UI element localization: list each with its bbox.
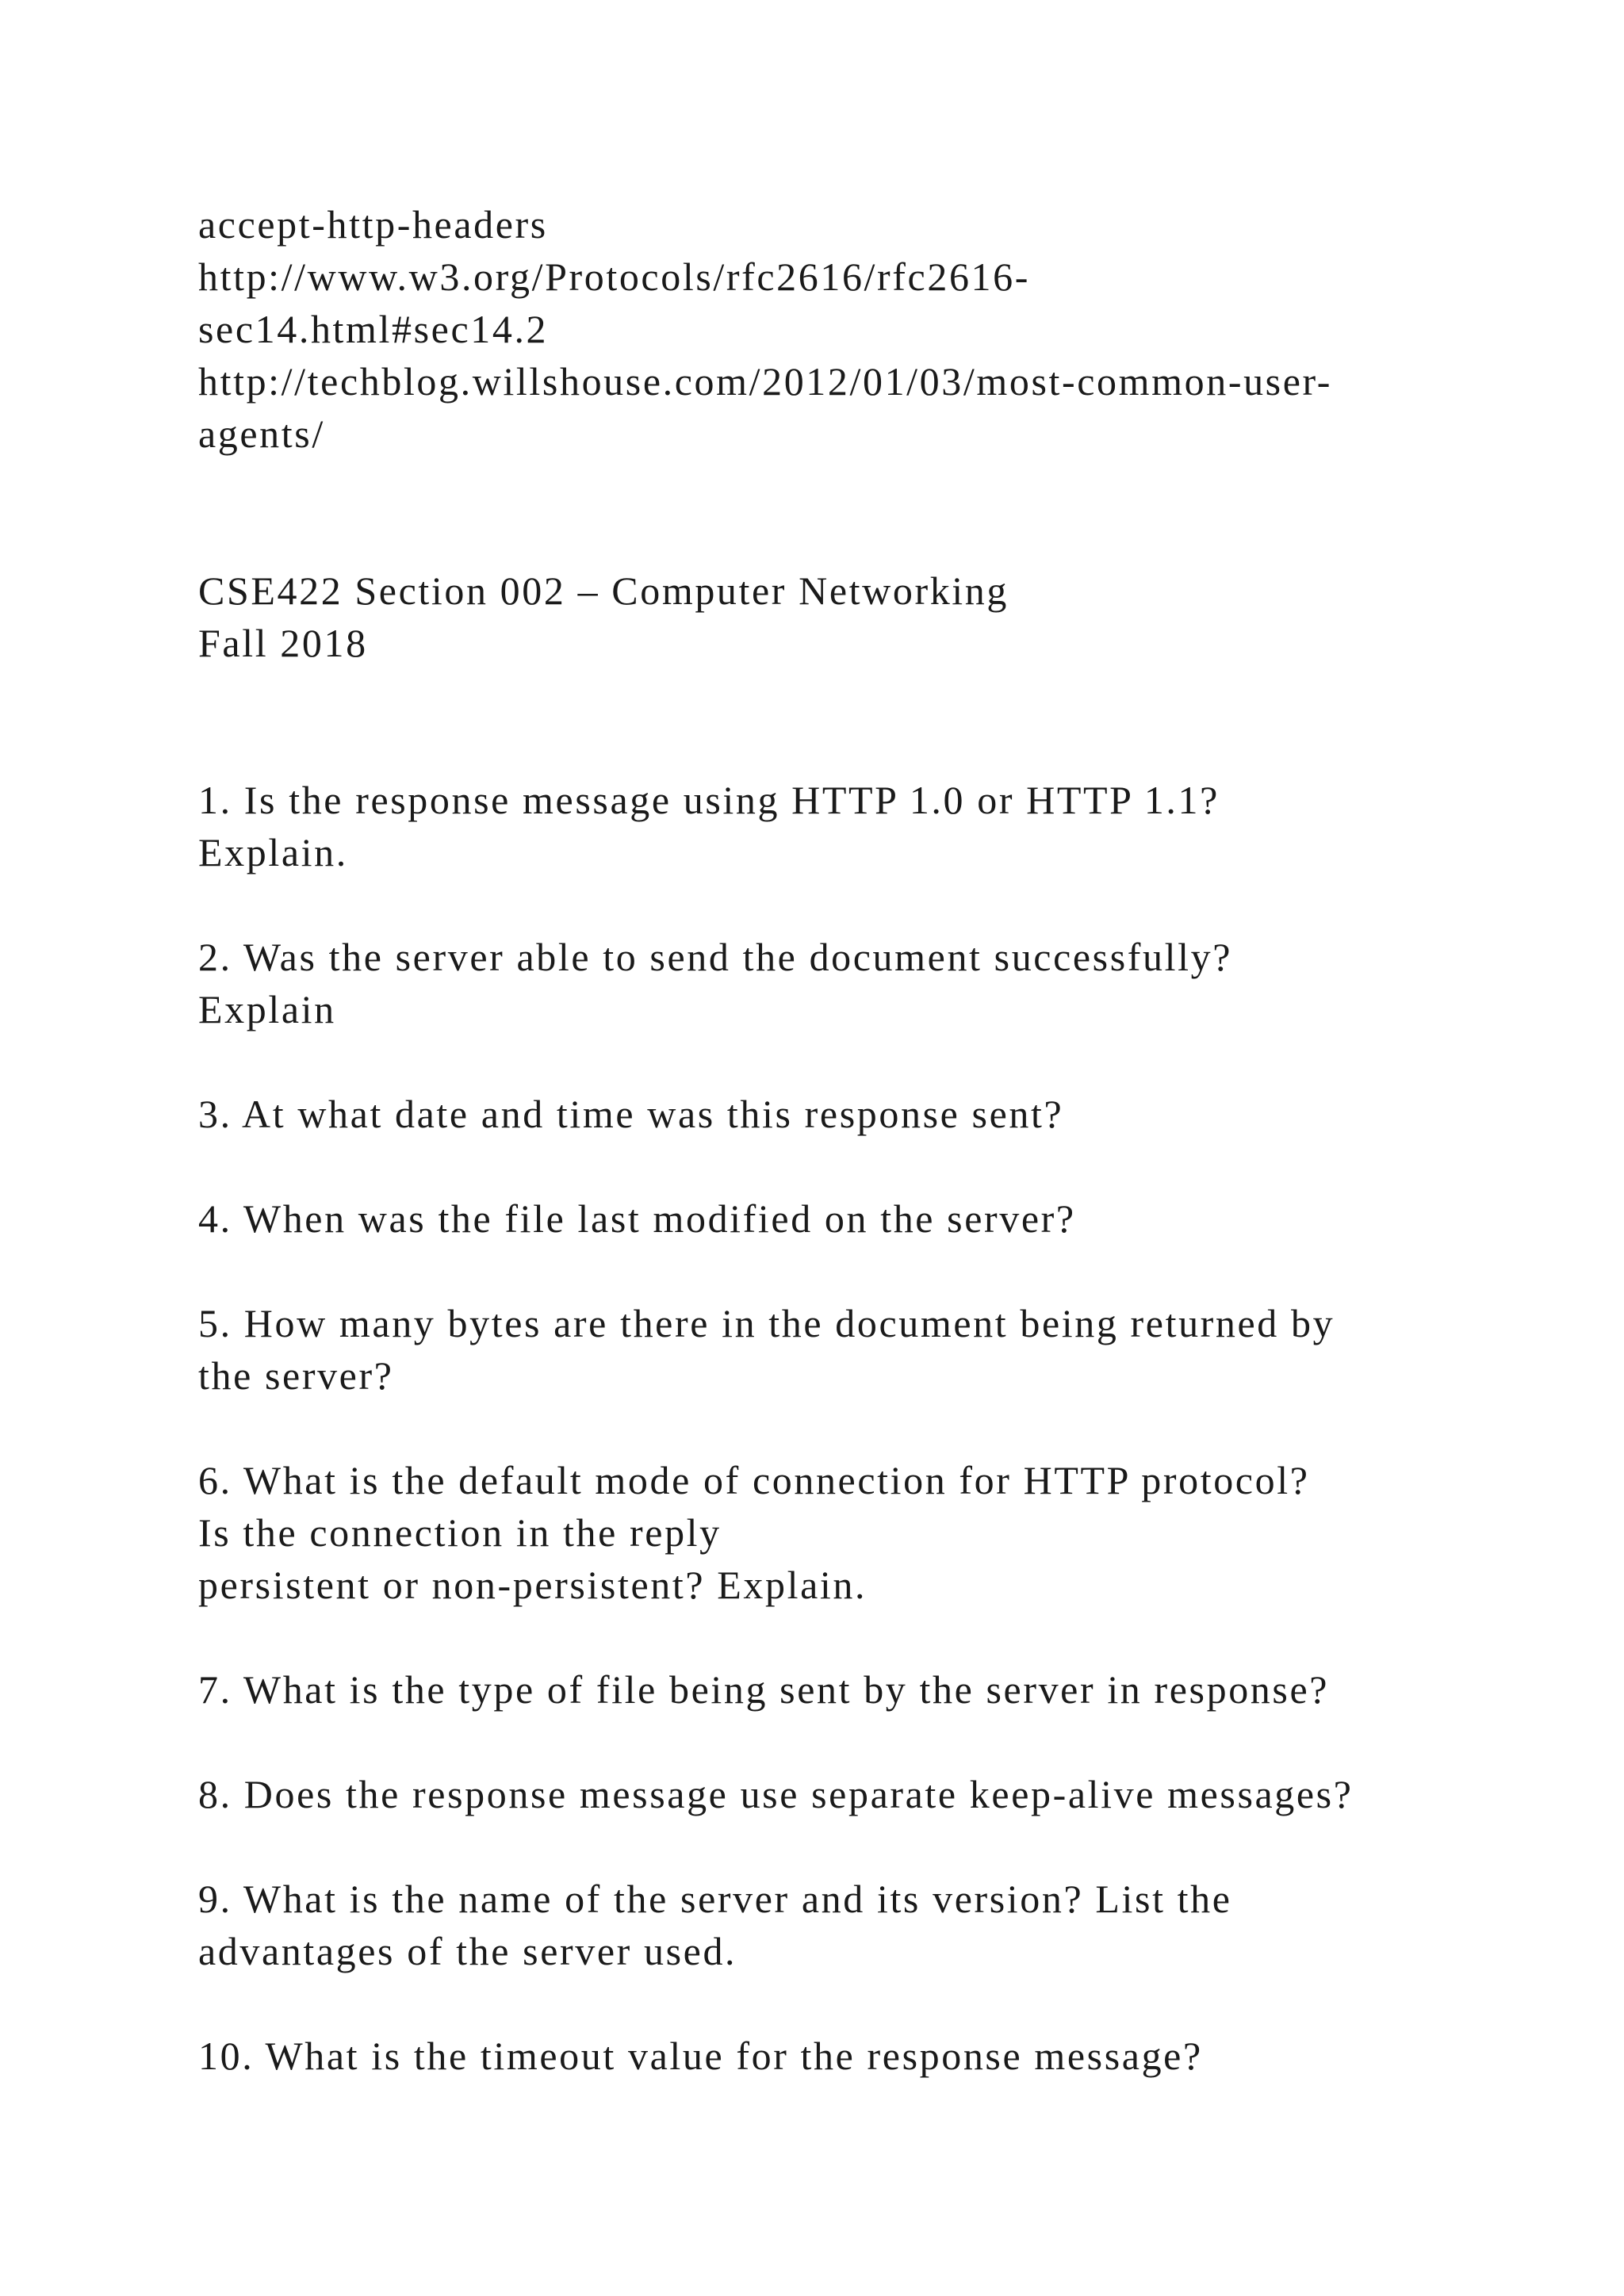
question-text: 6. What is the default mode of connection for HTTP protocol? — [198, 1458, 1310, 1502]
question-text: 4. When was the file last modified on the server? — [198, 1196, 1076, 1241]
question-text: 5. How many bytes are there in the document being returned by — [198, 1301, 1335, 1345]
course-term: Fall 2018 — [198, 621, 368, 665]
course-title: CSE422 Section 002 – Computer Networking — [198, 568, 1009, 613]
question-text: 1. Is the response message using HTTP 1.0 or HTTP 1.1? — [198, 778, 1220, 822]
question-text: 3. At what date and time was this response sent? — [198, 1092, 1064, 1136]
question-text: Explain. — [198, 830, 348, 874]
question-text: 10. What is the timeout value for the response message? — [198, 2034, 1203, 2078]
reference-line: sec14.html#sec14.2 — [198, 307, 549, 351]
reference-line: http://techblog.willshouse.com/2012/01/03/most-common-user- — [198, 359, 1333, 404]
question-text: 9. What is the name of the server and its version? List the — [198, 1877, 1232, 1921]
question-text: 8. Does the response message use separate keep-alive messages? — [198, 1772, 1354, 1816]
question-text: Explain — [198, 987, 336, 1031]
reference-line: accept-http-headers — [198, 202, 548, 247]
reference-line: http://www.w3.org/Protocols/rfc2616/rfc2616- — [198, 254, 1030, 299]
question-text: Is the connection in the reply — [198, 1510, 722, 1555]
question-text: persistent or non-persistent? Explain. — [198, 1563, 868, 1607]
question-text: advantages of the server used. — [198, 1929, 737, 1973]
question-text: 7. What is the type of file being sent by the server in response? — [198, 1667, 1330, 1712]
question-text: the server? — [198, 1353, 394, 1398]
question-text: 2. Was the server able to send the document successfully? — [198, 935, 1233, 979]
reference-line: agents/ — [198, 411, 325, 456]
